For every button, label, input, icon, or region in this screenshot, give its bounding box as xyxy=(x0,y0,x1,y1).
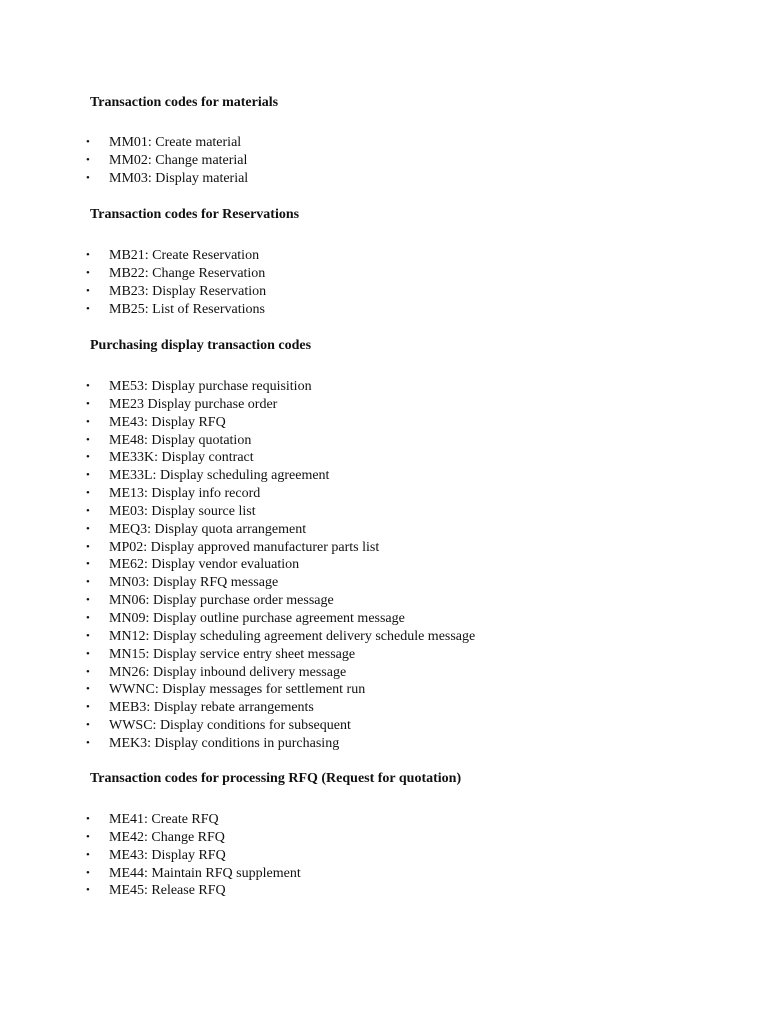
list-item-text: MEQ3: Display quota arrangement xyxy=(109,521,307,537)
bullet-icon: • xyxy=(86,611,90,624)
list-item-text: MN06: Display purchase order message xyxy=(109,593,334,609)
bullet-icon: • xyxy=(86,665,90,678)
bullet-icon: • xyxy=(86,866,90,879)
bullet-icon: • xyxy=(86,830,90,843)
bullet-icon: • xyxy=(86,249,90,261)
bullet-icon: • xyxy=(86,736,90,749)
list-item-text: ME41: Create RFQ xyxy=(109,812,219,827)
bullet-icon: • xyxy=(86,683,90,696)
bullet-icon: • xyxy=(86,576,90,589)
bullet-icon: • xyxy=(86,719,90,732)
bullet-icon: • xyxy=(86,284,90,297)
bullet-icon: • xyxy=(86,136,90,148)
list-item-text: WWNC: Display messages for settlement run xyxy=(109,682,366,698)
list-item-text: ME33L: Display scheduling agreement xyxy=(109,468,330,484)
list-item-text: ME13: Display info record xyxy=(109,486,261,502)
list-item-text: MN09: Display outline purchase agreement message xyxy=(109,610,405,626)
list-item-text: ME48: Display quotation xyxy=(109,432,252,448)
list-item-text: MN12: Display scheduling agreement delivery schedule message xyxy=(109,628,476,644)
list-item-text: MB22: Change Reservation xyxy=(109,265,266,281)
bullet-icon: • xyxy=(86,397,90,410)
bullet-icon: • xyxy=(86,701,90,714)
bullet-icon: • xyxy=(86,647,90,660)
list-item-text: MB25: List of Reservations xyxy=(109,301,265,317)
list-item-text: MN15: Display service entry sheet message xyxy=(109,646,356,662)
bullet-icon: • xyxy=(86,504,90,517)
bullet-icon: • xyxy=(86,302,90,315)
list-item-text: ME45: Release RFQ xyxy=(109,883,226,899)
list-item-text: ME23 Display purchase order xyxy=(109,396,278,412)
bullet-icon: • xyxy=(86,594,90,607)
section-heading: Transaction codes for Reservations xyxy=(90,207,300,222)
bullet-icon: • xyxy=(86,433,90,446)
bullet-icon: • xyxy=(86,522,90,535)
list-item-text: ME33K: Display contract xyxy=(109,450,254,466)
list-item-text: ME43: Display RFQ xyxy=(109,847,226,863)
section-heading: Transaction codes for processing RFQ (Request for quotation) xyxy=(90,771,462,786)
list-item-text: MM02: Change material xyxy=(109,152,248,168)
bullet-icon: • xyxy=(86,884,90,897)
list-item-text: WWSC: Display conditions for subsequent xyxy=(109,718,351,734)
bullet-icon: • xyxy=(86,558,90,571)
section-heading: Transaction codes for materials xyxy=(90,95,279,110)
list-item-text: ME44: Maintain RFQ supplement xyxy=(109,865,301,881)
list-item-text: MP02: Display approved manufacturer parts list xyxy=(109,539,380,555)
list-item-text: ME62: Display vendor evaluation xyxy=(109,557,300,573)
list-item-text: ME53: Display purchase requisition xyxy=(109,379,312,394)
bullet-icon: • xyxy=(86,266,90,279)
list-item-text: ME43: Display RFQ xyxy=(109,414,226,430)
bullet-icon: • xyxy=(86,487,90,500)
bullet-icon: • xyxy=(86,415,90,428)
bullet-icon: • xyxy=(86,629,90,642)
bullet-icon: • xyxy=(86,848,90,861)
list-item-text: MN03: Display RFQ message xyxy=(109,575,279,591)
bullet-icon: • xyxy=(86,380,90,392)
list-item-text: MEK3: Display conditions in purchasing xyxy=(109,735,340,751)
list-item-text: MN26: Display inbound delivery message xyxy=(109,664,347,680)
list-item-text: MEB3: Display rebate arrangements xyxy=(109,700,314,716)
list-item-text: MM03: Display material xyxy=(109,170,249,186)
list-item-text: ME03: Display source list xyxy=(109,503,256,519)
bullet-icon: • xyxy=(86,153,90,166)
list-item-text: MB21: Create Reservation xyxy=(109,248,260,263)
bullet-icon: • xyxy=(86,469,90,482)
bullet-icon: • xyxy=(86,540,90,553)
bullet-icon: • xyxy=(86,451,90,464)
bullet-icon: • xyxy=(86,813,90,825)
section-heading: Purchasing display transaction codes xyxy=(90,338,312,353)
list-item-text: MB23: Display Reservation xyxy=(109,283,267,299)
list-item-text: ME42: Change RFQ xyxy=(109,829,225,845)
bullet-icon: • xyxy=(86,171,90,184)
list-item-text: MM01: Create material xyxy=(109,135,242,150)
